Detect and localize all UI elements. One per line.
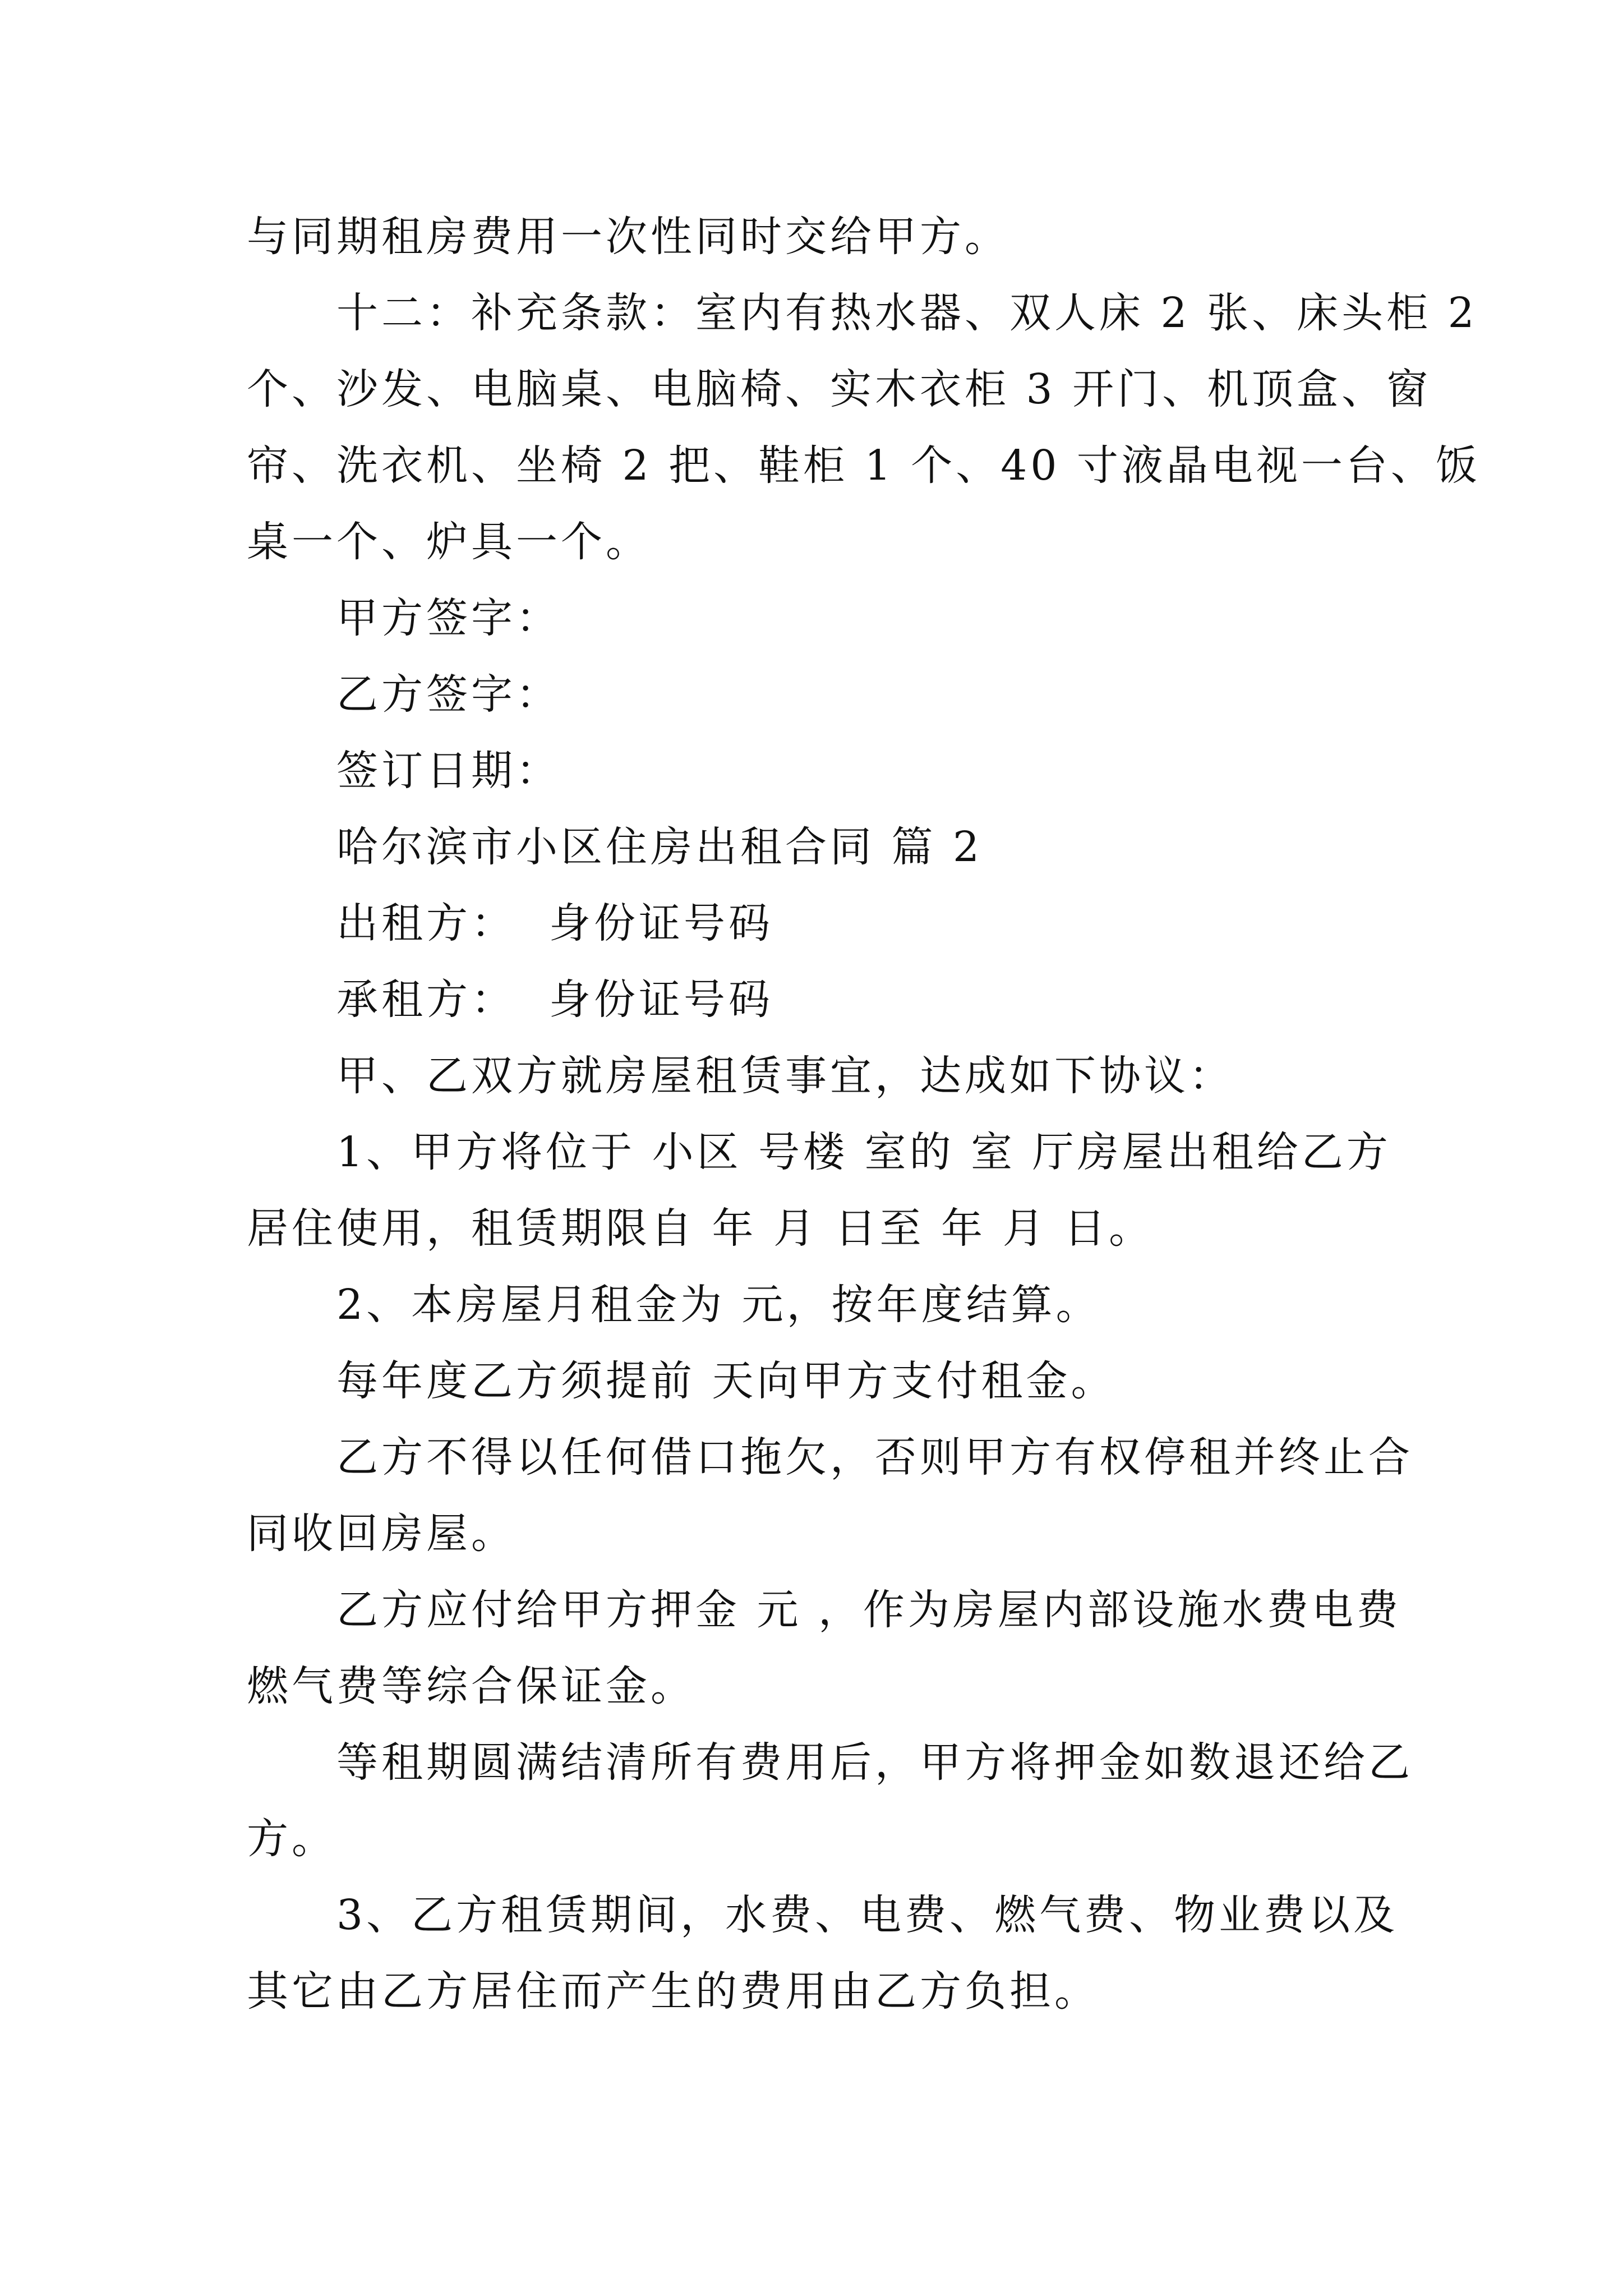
text-line: 与同期租房费用一次性同时交给甲方。 <box>247 213 1009 261</box>
text-line: 乙方不得以任何借口拖欠，否则甲方有权停租并终止合 <box>336 1433 1413 1481</box>
text-line: 2、本房屋月租金为 元，按年度结算。 <box>336 1281 1101 1329</box>
signature-line-party-a: 甲方签字： <box>336 594 561 642</box>
text-line: 个、沙发、电脑桌、电脑椅、实木衣柜 3 开门、机顶盒、窗 <box>247 365 1432 413</box>
text-line: 同收回房屋。 <box>247 1510 516 1558</box>
signing-date-line: 签订日期： <box>336 747 561 795</box>
section-heading: 哈尔滨市小区住房出租合同 篇 2 <box>336 823 983 871</box>
signature-line-party-b: 乙方签字： <box>336 670 561 719</box>
text-line: 甲、乙双方就房屋租赁事宜，达成如下协议： <box>336 1052 1234 1100</box>
text-line: 桌一个、炉具一个。 <box>247 518 651 566</box>
text-line: 乙方应付给甲方押金 元 ，作为房屋内部设施水费电费 <box>336 1586 1402 1634</box>
text-line: 3、乙方租赁期间，水费、电费、燃气费、物业费以及 <box>336 1891 1399 1939</box>
text-line: 燃气费等综合保证金。 <box>247 1662 695 1710</box>
text-line: 等租期圆满结清所有费用后，甲方将押金如数退还给乙 <box>336 1738 1413 1787</box>
text-line: 每年度乙方须提前 天向甲方支付租金。 <box>336 1357 1116 1405</box>
text-line: 其它由乙方居住而产生的费用由乙方负担。 <box>247 1967 1099 2016</box>
text-line: 方。 <box>247 1815 336 1863</box>
text-line: 十二：补充条款：室内有热水器、双人床 2 张、床头柜 2 <box>336 289 1478 337</box>
lessee-line: 承租方： 身份证号码 <box>336 976 774 1024</box>
text-line: 1、甲方将位于 小区 号楼 室的 室 厅房屋出租给乙方 <box>336 1128 1391 1176</box>
lessor-line: 出租方： 身份证号码 <box>336 899 774 947</box>
text-line: 帘、洗衣机、坐椅 2 把、鞋柜 1 个、40 寸液晶电视一台、饭 <box>247 441 1481 490</box>
text-line: 居住使用，租赁期限自 年 月 日至 年 月 日。 <box>247 1204 1154 1253</box>
